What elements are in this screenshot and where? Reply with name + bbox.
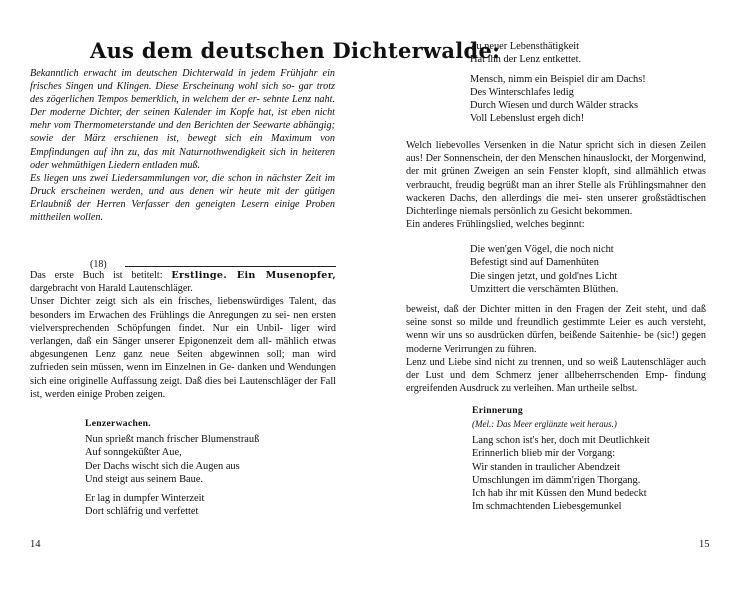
poem-continuation [470,40,646,132]
body-paragraph: beweist, daß der Dichter mitten in den Fragen der Zeit steht, und daß seine sonst so milde und freundlich gestimmte Leier es auch versteht, wenn wir uns so ausdrücken dürfen, beißende Saitenhie- be (sic!) gegen moderne Verirrungen zu führen. [406,304,706,355]
poem-line: Die singen jetzt, und gold'nes Licht [470,270,618,282]
poem-line: Im schmachtenden Liebesgemunkel [472,501,622,513]
body-paragraph: Welch liebevolles Versenken in die Natur spricht sich in diesen Zeilen aus! Der Sonnenschein, der den Menschen hinauslockt, der Morgenwind, der mit grünen Zweigen an sein Fenster klopft, sind allmählich etwas verbraucht, freudig begrüßt man an ihrer Stelle als Frühlingsmahner den wackeren Dachs, den allerdings die mei- sten unserer großstädtischen Dichterlinge niemals persönlich zu Gesicht bekommen. [406,140,706,218]
book-intro-post: dargebracht von Harald Lautenschläger. [30,283,193,295]
section-number: (18) [90,259,107,270]
intro-paragraph-2: Es liegen uns zwei Liedersammlungen vor, die schon in nächster Zeit im Druck erscheinen werden, und aus denen wir heute mit der gütigen Erlaubniß der Herren Verfasser den geneigten Lesern einige Proben mittheilen wollen. [30,172,335,224]
poem-line: Des Winterschlafes ledig [470,86,574,98]
poem-line: Umzittert die verschämten Blüthen. [470,283,619,295]
poem-line: Er lag in dumpfer Winterzeit [85,493,205,505]
poem-line: Auf sonngeküßter Aue, [85,447,182,459]
poem-line: Der Dachs wischt sich die Augen aus [85,460,240,472]
poem-subtitle: (Mel.: Das Meer erglänzte weit heraus.) [472,419,617,429]
body-paragraph: Ein anderes Frühlingslied, welches beginnt: [406,219,585,231]
page-number: 14 [30,539,41,550]
body-paragraph: Lenz und Liebe sind nicht zu trennen, und so weiß Lautenschläger auch der Lust und dem Schmerz jener allbeherrschenden Emp- findung ergreifenden Ausdruck zu verleihen. Man urtheile selbst. [406,356,706,395]
poem-line: Zu neuer Lebensthätigkeit [470,41,580,52]
poem-line: Erinnerlich blieb mir der Vorgang: [472,448,616,460]
poem-stanza [470,73,646,126]
poem-line: Dort schläfrig und verfettet [85,506,199,518]
poem-line: Mensch, nimm ein Beispiel dir am Dachs! [470,73,646,85]
page-title: Aus dem deutschen Dichterwalde: [90,38,501,63]
poem-line: Befestigt sind auf Damenhüten [470,257,599,269]
right-body-text-2 [406,303,706,395]
intro-text [30,67,335,224]
poem-line: Voll Lebenslust ergeh dich! [470,113,585,125]
poem-voegel [470,243,618,296]
poem-erinnerung [472,434,650,514]
intro-paragraph-1: Bekanntlich erwacht im deutschen Dichterwald in jedem Frühjahr ein frisches Singen und Klingen. Diese Erscheinung wohl sich so- gar trotz des zögerlichen Tempos bemerklich, in welchem der er- sehnte Lenz naht. Der moderne Dichter, der seinen Kalender im Kopfe hat, ist eben nicht mehr vom Thermometerstande und den Berichten der Seewarte abhängig; sowie der März erschienen ist, bewegt sich ein Maximum von Empfindungen auf ihn zu, das mit Naturnothwendigkeit sich in heiteren oder wehmüthigen Liedern entladen muß. [30,68,335,171]
poem-stanza [470,40,646,67]
right-body-text-1 [406,139,706,231]
poem-line: Hat ihn der Lenz entkettet. [470,54,582,66]
left-body-text [30,269,336,401]
page-number: 15 [699,539,710,550]
body-paragraph: Unser Dichter zeigt sich als ein frisches, liebenswürdiges Talent, das besonders im Erwachen des Frühlings die Anregungen zu sei- nen ersten vielversprechenden Schöpfungen findet. Nur ein Unbil- liger wird verlangen, daß ein Sänger unserer Epigonenzeit dem all- mählich etwas abgesungenen Lenz ganz neue Seiten abgewinnen soll; man wird zufrieden sein müssen, wenn im Einzelnen in Ge- danken und Wendungen sich eine originelle Auffassung zeigt. Daß dies bei Lautenschläger der Fall ist, werden einige Proben zeigen. [30,296,336,400]
book-intro-pre: Das erste Buch ist betitelt: [30,270,163,281]
poem-line: Und steigt aus seinem Baue. [85,473,204,485]
poem-stanza [85,433,259,486]
poem-line: Umschlungen im dämm'rigen Thorgang. [472,474,641,486]
poem-stanza [85,492,259,519]
poem-line: Nun sprießt manch frischer Blumenstrauß [85,434,260,445]
poem-line: Durch Wiesen und durch Wälder stracks [470,100,638,112]
right-page [369,0,737,595]
poem-lenzerwachen [85,433,259,525]
poem-line: Die wen'gen Vögel, die noch nicht [470,244,614,255]
poem-line: Lang schon ist's her, doch mit Deutlichkeit [472,435,650,446]
poem-line: Wir standen in traulicher Abendzeit [472,461,620,473]
book-title: Erstlinge. Ein Musenopfer, [171,270,337,281]
poem-line: Ich hab ihr mit Küssen den Mund bedeckt [472,488,647,500]
book-intro-line [30,269,336,295]
divider-line [125,266,336,267]
poem-title: Lenzerwachen. [85,418,151,429]
poem-title: Erinnerung [472,405,523,416]
